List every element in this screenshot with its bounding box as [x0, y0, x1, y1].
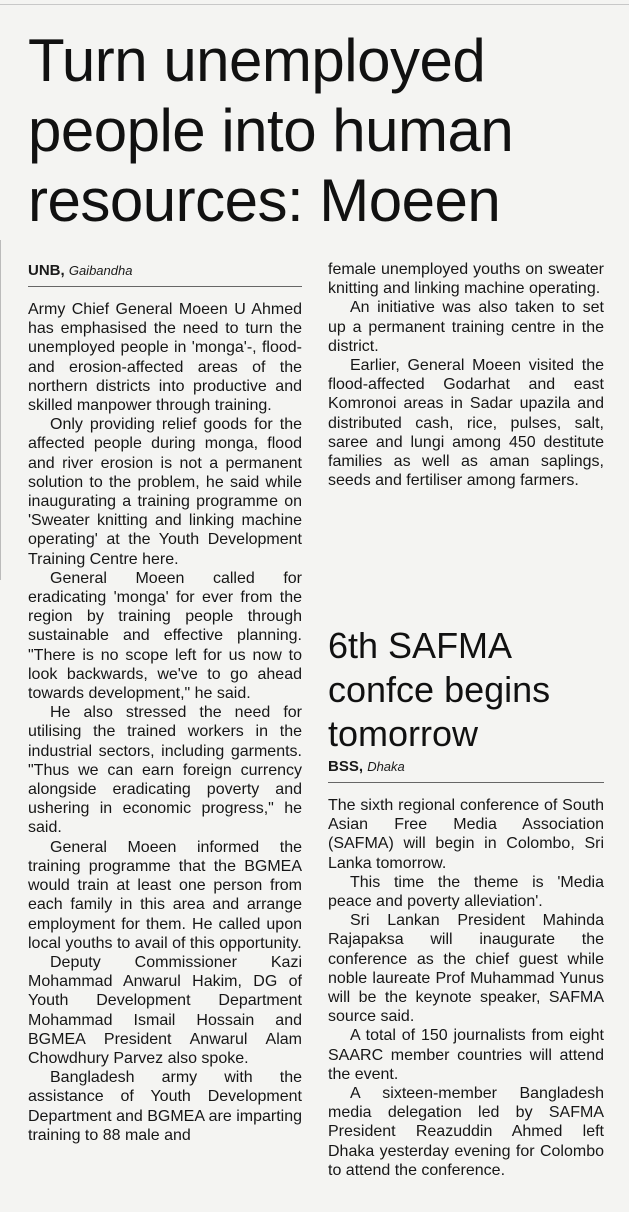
- byline-agency: UNB,: [28, 262, 65, 279]
- byline-place: Gaibandha: [68, 263, 133, 278]
- paragraph: A total of 150 journalists from eight SAARC member countries will attend the event.: [328, 1027, 604, 1083]
- paragraph: The sixth regional conference of South Asian Free Media Association (SAFMA) will begin in Colombo, Sri Lanka tomorrow.: [328, 797, 604, 872]
- article-headline: Turn unemployed people into human resources: Moeen: [28, 27, 514, 234]
- paragraph: General Moeen informed the training programme that the BGMEA would train at least one person from each family in this area and arrange employment for them. He called upon local youths to avail of this opportunity.: [28, 838, 302, 952]
- paragraph: An initiative was also taken to set up a permanent training centre in the district.: [328, 299, 604, 355]
- article-column-2: [328, 260, 604, 490]
- paragraph: Bangladesh army with the assistance of Youth Development Department and BGMEA are imparting training to 88 male and: [28, 1069, 302, 1144]
- byline: [28, 262, 132, 280]
- paragraph: This time the theme is 'Media peace and poverty alleviation'.: [328, 873, 604, 911]
- paragraph: General Moeen called for eradicating 'monga' for ever from the region by training people through sustainable and effective planning. "There is no scope left for us now to look backwards, we've to go ahead towards development," he said.: [28, 569, 302, 703]
- article-2-column: [328, 796, 604, 1180]
- article-2-byline: [328, 758, 405, 776]
- paragraph: female unemployed youths on sweater knitting and linking machine operating.: [328, 261, 604, 298]
- byline-rule: [28, 286, 302, 287]
- paragraph: He also stressed the need for utilising the trained workers in the industrial sectors, including garments. "Thus we can earn foreign currency alongside eradicating poverty and ushering in economic progress," he said.: [28, 704, 302, 837]
- top-border: [0, 4, 629, 5]
- byline-agency: BSS,: [328, 758, 364, 775]
- paragraph: Deputy Commissioner Kazi Mohammad Anwarul Hakim, DG of Youth Development Department Mohammad Ismail Hossain and BGMEA President Anwarul Alam Chowdhury Parvez also spoke.: [28, 953, 302, 1067]
- paragraph: Sri Lankan President Mahinda Rajapaksa will inaugurate the conference as the chief guest while noble laureate Prof Muhammad Yunus will be the keynote speaker, SAFMA source said.: [328, 912, 604, 1026]
- article-2-byline-rule: [328, 782, 604, 783]
- paragraph: Earlier, General Moeen visited the flood-affected Godarhat and east Komronoi areas in Sadar upazila and distributed cash, rice, pulses, salt, saree and lungi among 450 destitute families as well as aman saplings, seeds and fertiliser among farmers.: [328, 357, 604, 490]
- paragraph: Only providing relief goods for the affected people during monga, flood and river erosion is not a permanent solution to the problem, he said while inaugurating a training programme on 'Sweater knitting and linking machine operating' at the Youth Development Training Centre here.: [28, 416, 302, 568]
- article-2-headline: 6th SAFMA confce begins tomorrow: [328, 625, 551, 754]
- article-column-1: [28, 300, 302, 1145]
- left-edge-line: [0, 240, 1, 580]
- paragraph: A sixteen-member Bangladesh media delegation led by SAFMA President Reazuddin Ahmed left Dhaka yesterday evening for Colombo to attend the conference.: [328, 1085, 604, 1179]
- paragraph: Army Chief General Moeen U Ahmed has emphasised the need to turn the unemployed people in 'monga'-, flood- and erosion-affected areas of the northern districts into productive and skilled manpower through training.: [28, 301, 302, 415]
- byline-place: Dhaka: [367, 759, 405, 774]
